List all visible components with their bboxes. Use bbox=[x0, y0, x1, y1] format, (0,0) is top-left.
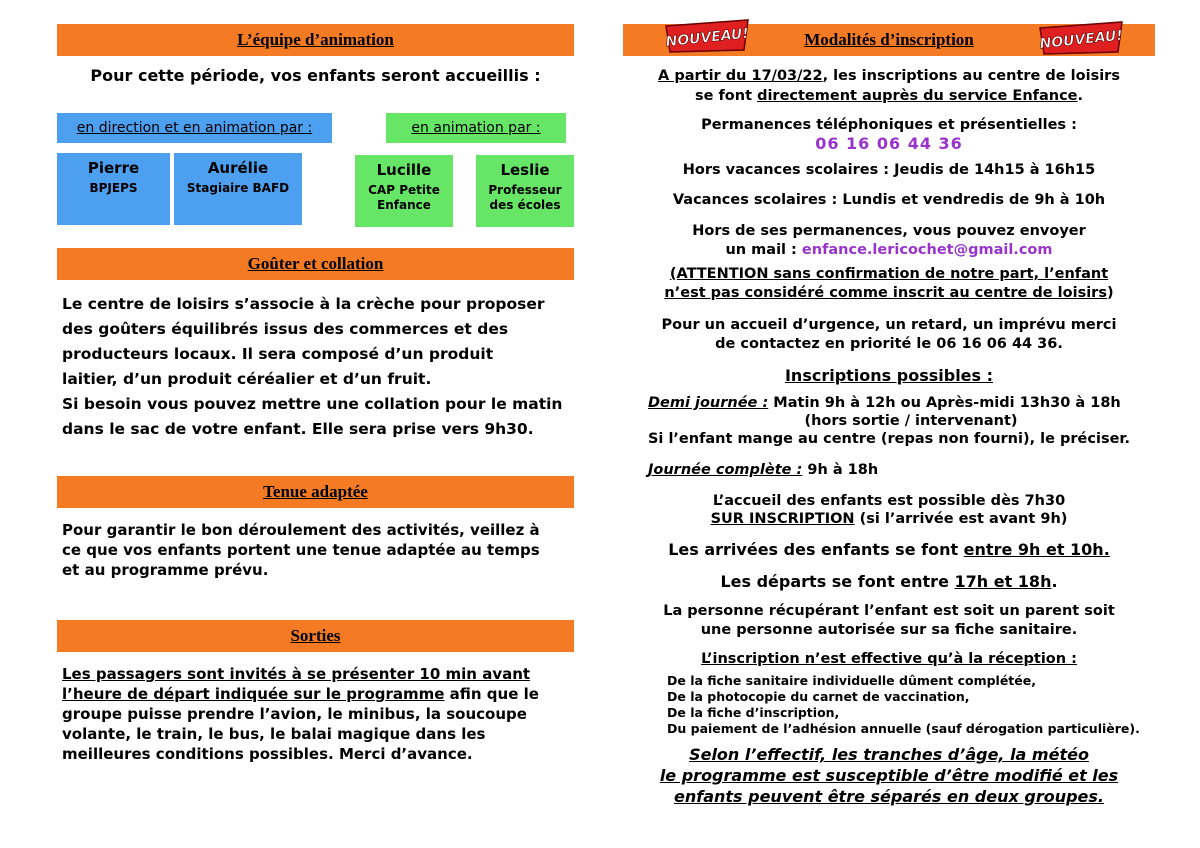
gouter-line: laitier, d’un produit céréalier et d’un fruit. bbox=[62, 370, 432, 388]
sorties-header bbox=[57, 620, 574, 652]
sorties-line: Les passagers sont invités à se présenter 10 min avant bbox=[62, 665, 531, 683]
sorties-underlined: l’heure de départ indiquée sur le programme bbox=[62, 685, 445, 703]
tenue-text bbox=[62, 520, 577, 580]
gouter-line: Le centre de loisirs s’associe à la crèche pour proposer bbox=[62, 295, 545, 313]
doc-item: De la fiche d’inscription, bbox=[667, 705, 840, 720]
mail-label: un mail : bbox=[725, 242, 802, 258]
demi-text: Matin 9h à 12h ou Après-midi 13h30 à 18h bbox=[768, 395, 1121, 411]
departs-b: . bbox=[1051, 572, 1058, 591]
gouter-line: Si besoin vous pouvez mettre une collation pour le matin bbox=[62, 395, 563, 413]
tenue-line: Pour garantir le bon déroulement des activités, veillez à bbox=[62, 521, 540, 539]
nouveau-badge-text: NOUVEAU! bbox=[1038, 27, 1124, 53]
sorties-line: volante, le train, le bus, le balai magique dans les bbox=[62, 725, 486, 743]
docs-list bbox=[667, 673, 1140, 737]
member-card-aurelie bbox=[174, 153, 302, 225]
nouveau-badge-text: NOUVEAU! bbox=[664, 25, 750, 51]
journee-label: Journée complète : bbox=[648, 462, 803, 478]
sur-inscription: SUR INSCRIPTION bbox=[710, 511, 855, 527]
inscription-title: Modalités d’inscription bbox=[804, 30, 974, 49]
tenue-line: ce que vos enfants portent une tenue adaptée au temps bbox=[62, 541, 540, 559]
footer-2: le programme est susceptible d’être modifié et les bbox=[659, 766, 1119, 785]
sorties-line bbox=[62, 684, 577, 704]
member-card-pierre bbox=[57, 153, 170, 225]
gouter-header bbox=[57, 248, 574, 280]
member-card-lucille bbox=[355, 155, 453, 227]
hors-vacances: Hors vacances scolaires : Jeudis de 14h15 à 16h15 bbox=[682, 162, 1096, 178]
inscriptions-title: Inscriptions possibles : bbox=[784, 366, 994, 385]
footer-1: Selon l’effectif, les tranches d’âge, la météo bbox=[689, 745, 1089, 764]
sorties-rest: afin que le bbox=[444, 685, 539, 703]
attention-end: ) bbox=[1106, 285, 1114, 301]
member-name: Pierre bbox=[87, 159, 140, 177]
member-role-line2: Enfance bbox=[377, 198, 431, 212]
attention-text-1: (ATTENTION sans confirmation de notre part, l’enfant bbox=[669, 266, 1109, 282]
sorties-title: Sorties bbox=[290, 626, 341, 645]
member-role-line1: Professeur bbox=[488, 183, 562, 197]
urgence-1: Pour un accueil d’urgence, un retard, un imprévu merci bbox=[661, 317, 1117, 333]
doc-item: De la fiche sanitaire individuelle dûment complétée, bbox=[667, 673, 1036, 688]
attention-1 bbox=[623, 266, 1155, 282]
effective: L’inscription n’est effective qu’à la réception : bbox=[701, 651, 1077, 667]
intro-line-2 bbox=[623, 88, 1155, 104]
intro2-u: directement auprès du service Enfance bbox=[757, 88, 1078, 104]
gouter-title: Goûter et collation bbox=[247, 254, 384, 273]
arrivees bbox=[623, 540, 1155, 559]
member-role: Stagiaire BAFD bbox=[186, 181, 290, 195]
permanences-label: Permanences téléphoniques et présentielles : bbox=[701, 117, 1077, 133]
member-role: BPJEPS bbox=[89, 181, 138, 195]
tenue-line: et au programme prévu. bbox=[62, 561, 269, 579]
doc-item: Du paiement de l’adhésion annuelle (sauf dérogation particulière). bbox=[667, 721, 1140, 736]
demi-note: Si l’enfant mange au centre (repas non fourni), le préciser. bbox=[647, 431, 1130, 447]
accueil-rest: (si l’arrivée est avant 9h) bbox=[854, 511, 1068, 527]
sorties-text bbox=[62, 664, 577, 764]
demi-label: Demi journée : bbox=[648, 395, 769, 411]
attention-text-2: n’est pas considéré comme inscrit au centre de loisirs bbox=[664, 285, 1107, 301]
tenue-header bbox=[57, 476, 574, 508]
phone-number[interactable]: 06 16 06 44 36 bbox=[815, 134, 963, 153]
intro2-a: se font bbox=[694, 88, 758, 104]
gouter-text bbox=[62, 292, 577, 442]
departs-a: Les départs se font entre bbox=[720, 572, 955, 591]
arrivees-a: Les arrivées des enfants se font bbox=[668, 540, 964, 559]
team-title: L’équipe d’animation bbox=[237, 30, 394, 49]
member-role bbox=[488, 183, 561, 213]
demi-journee bbox=[648, 395, 1121, 411]
member-role bbox=[368, 183, 440, 213]
demi-sub: (hors sortie / intervenant) bbox=[804, 413, 1018, 429]
gouter-line: des goûters équilibrés issus des commerces et des bbox=[62, 320, 509, 338]
attention-2 bbox=[623, 285, 1155, 301]
team-intro: Pour cette période, vos enfants seront accueillis : bbox=[90, 66, 541, 85]
member-name: Lucille bbox=[376, 161, 432, 179]
team-header bbox=[57, 24, 574, 56]
arrivees-u: entre 9h et 10h. bbox=[963, 540, 1110, 559]
sorties-line: meilleures conditions possibles. Merci d’avance. bbox=[62, 745, 473, 763]
gouter-line: producteurs locaux. Il sera composé d’un produit bbox=[62, 345, 494, 363]
member-role-line1: CAP Petite bbox=[368, 183, 440, 197]
email-link[interactable]: enfance.lericochet@gmail.com bbox=[801, 242, 1053, 258]
intro-line-1 bbox=[623, 68, 1155, 84]
member-role-line2: des écoles bbox=[489, 198, 561, 212]
departs bbox=[623, 572, 1155, 591]
intro-rest: , les inscriptions au centre de loisirs bbox=[822, 68, 1120, 84]
hors-perm-2 bbox=[623, 242, 1155, 258]
vacances: Vacances scolaires : Lundis et vendredis de 9h à 10h bbox=[672, 192, 1106, 208]
hors-perm-1: Hors de ses permanences, vous pouvez envoyer bbox=[692, 223, 1086, 239]
gouter-line: dans le sac de votre enfant. Elle sera prise vers 9h30. bbox=[62, 420, 534, 438]
intro2-b: . bbox=[1077, 88, 1084, 104]
member-card-leslie bbox=[476, 155, 574, 227]
accueil-1: L’accueil des enfants est possible dès 7h30 bbox=[712, 493, 1066, 509]
nouveau-badge-left bbox=[664, 18, 750, 54]
sorties-line: groupe puisse prendre l’avion, le minibus, la soucoupe bbox=[62, 705, 527, 723]
doc-item: De la photocopie du carnet de vaccination, bbox=[667, 689, 970, 704]
departs-u: 17h et 18h bbox=[954, 572, 1052, 591]
member-name: Leslie bbox=[500, 161, 550, 179]
accueil-2 bbox=[623, 511, 1155, 527]
recup-1: La personne récupérant l’enfant est soit un parent soit bbox=[663, 603, 1115, 619]
urgence-2: de contactez en priorité le 06 16 06 44 36. bbox=[715, 336, 1063, 352]
nouveau-badge-right bbox=[1038, 20, 1124, 56]
member-name: Aurélie bbox=[207, 159, 269, 177]
direction-label: en direction et en animation par : bbox=[57, 113, 332, 143]
intro-date: A partir du 17/03/22 bbox=[658, 68, 823, 84]
recup-2: une personne autorisée sur sa fiche sanitaire. bbox=[700, 622, 1078, 638]
journee-text: 9h à 18h bbox=[802, 462, 879, 478]
footer-3: enfants peuvent être séparés en deux groupes. bbox=[673, 787, 1105, 806]
animation-label: en animation par : bbox=[386, 113, 566, 143]
tenue-title: Tenue adaptée bbox=[263, 482, 368, 501]
journee-complete bbox=[648, 462, 878, 478]
